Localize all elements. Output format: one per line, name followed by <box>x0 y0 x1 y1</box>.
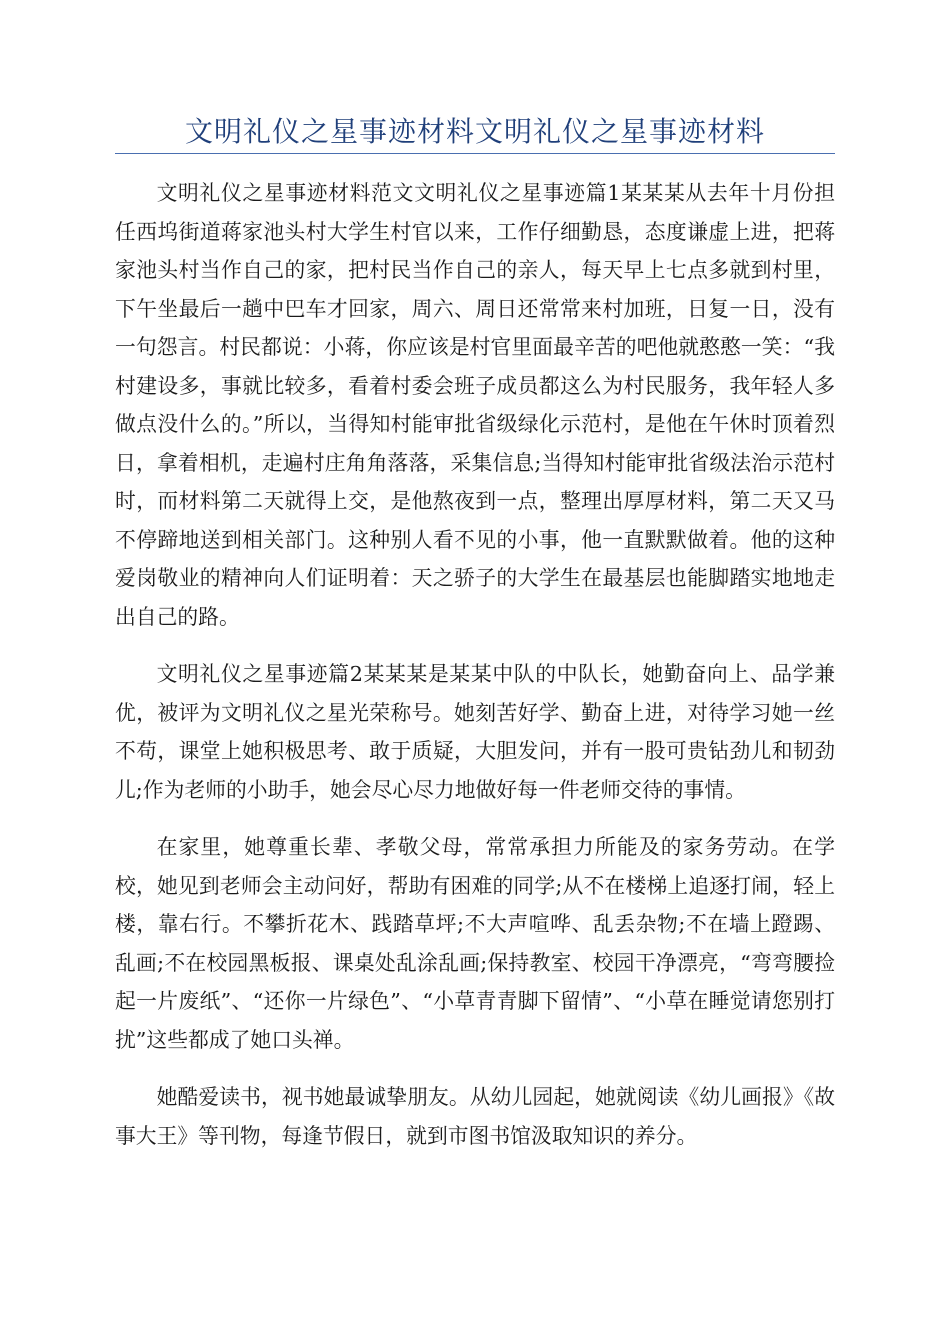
title-underline <box>115 153 835 154</box>
paragraph-3: 在家里，她尊重长辈、孝敬父母，常常承担力所能及的家务劳动。在学校，她见到老师会主动问好，帮助有困难的同学;从不在楼梯上追逐打闹，轻上楼，靠右行。不攀折花木、践踏草坪;不大声喧哗、乱丢杂物;不在墙上蹬踢、乱画;不在校园黑板报、课桌处乱涂乱画;保持教室、校园干净漂亮，“弯弯腰捡起一片废纸”、“还你一片绿色”、“小草青青脚下留情”、“小草在睡觉请您别打扰”这些都成了她口头禅。 <box>115 835 835 1052</box>
paragraph-2: 文明礼仪之星事迹篇2某某某是某某中队的中队长，她勤奋向上、品学兼优，被评为文明礼仪之星光荣称号。她刻苦好学、勤奋上进，对待学习她一丝不苟，课堂上她积极思考、敢于质疑，大胆发问，并有一股可贵钻劲儿和韧劲儿;作为老师的小助手，她会尽心尽力地做好每一件老师交待的事情。 <box>115 662 835 802</box>
paragraph-1: 文明礼仪之星事迹材料范文文明礼仪之星事迹篇1某某某从去年十月份担任西坞街道蒋家池头村大学生村官以来，工作仔细勤恳，态度谦虚上进，把蒋家池头村当作自己的家，把村民当作自己的亲人，每天早上七点多就到村里，下午坐最后一趟中巴车才回家，周六、周日还常常来村加班，日复一日，没有一句怨言。村民都说：小蒋，你应该是村官里面最辛苦的吧他就憨憨一笑：“我村建设多，事就比较多，看着村委会班子成员都这么为村民服务，我年轻人多做点没什么的。”所以，当得知村能审批省级绿化示范村，是他在午休时顶着烈日，拿着相机，走遍村庄角角落落，采集信息;当得知村能审批省级法治示范村时，而材料第二天就得上交，是他熬夜到一点，整理出厚厚材料，第二天又马不停蹄地送到相关部门。这种别人看不见的小事，他一直默默做着。他的这种爱岗敬业的精神向人们证明着：天之骄子的大学生在最基层也能脚踏实地地走出自己的路。 <box>115 181 835 629</box>
document-body <box>115 174 835 1174</box>
paragraph-4: 她酷爱读书，视书她最诚挚朋友。从幼儿园起，她就阅读《幼儿画报》《故事大王》等刊物，每逢节假日，就到市图书馆汲取知识的养分。 <box>115 1085 835 1148</box>
document-title: 文明礼仪之星事迹材料文明礼仪之星事迹材料 <box>184 115 765 148</box>
